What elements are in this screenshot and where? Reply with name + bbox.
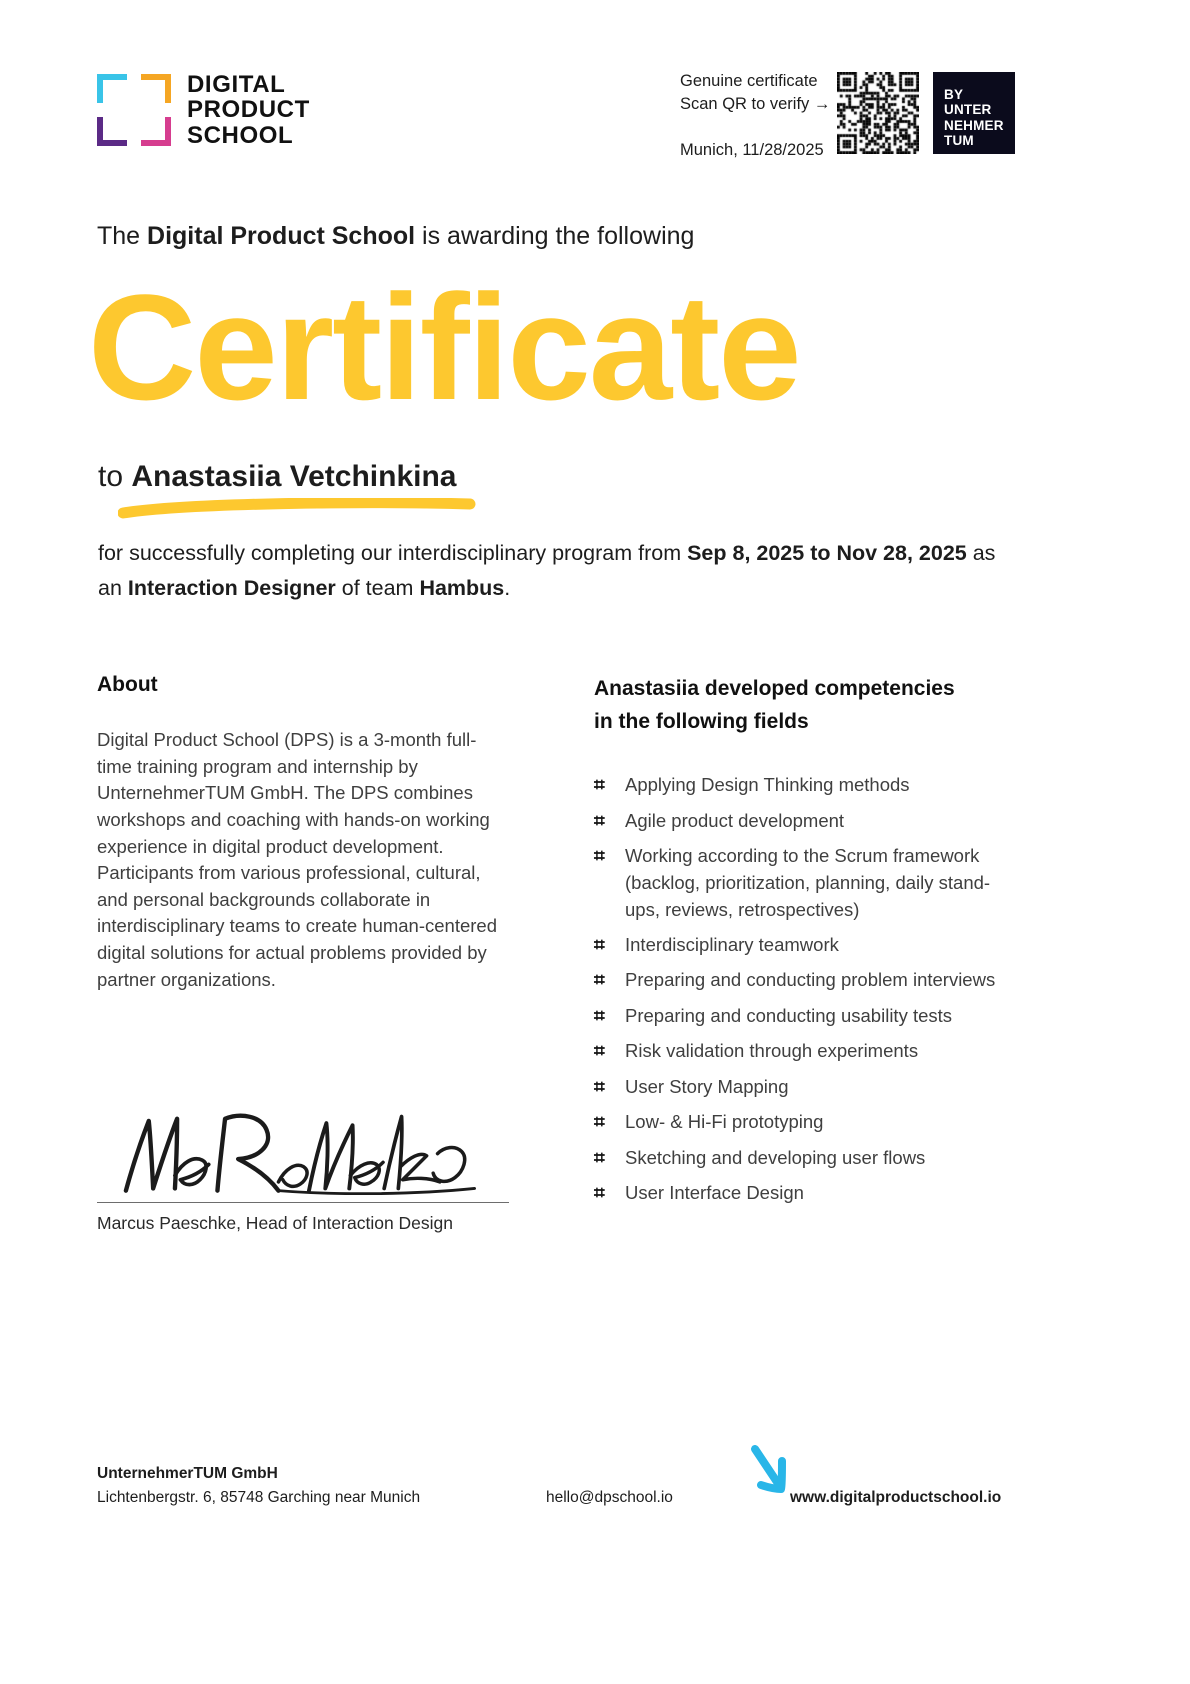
signature-rule [97,1202,509,1203]
competencies-heading-line-1: Anastasiia developed competencies [594,677,955,700]
page-title: Certificate [88,263,800,431]
hash-bullet-icon: ⌗ [594,775,605,797]
logo-corner-top-left [97,74,127,103]
footer-address: Lichtenbergstr. 6, 85748 Garching near Munich [97,1489,421,1506]
list-item [594,1038,1014,1066]
competencies-section [594,673,1014,1216]
list-item [594,843,1014,923]
list-item [594,967,1014,995]
badge-line-4: TUM [944,133,974,149]
hash-bullet-icon: ⌗ [594,810,605,832]
competencies-heading-line-2: in the following fields [594,709,809,733]
program-role: Interaction Designer [127,575,336,600]
scan-qr-label: Scan QR to verify → [680,95,831,114]
recipient-name: Anastasiia Vetchinkina [131,460,457,493]
competency-label: Agile product development [625,809,845,831]
badge-line-1: BY [944,87,964,102]
hash-bullet-icon: ⌗ [594,1076,605,1098]
list-item [594,932,1014,960]
intro-before: The [97,222,148,250]
hash-bullet-icon: ⌗ [594,1041,605,1063]
dps-logo [97,72,310,148]
footer-website[interactable]: www.digitalproductschool.io [790,1489,1002,1506]
program-dates: Sep 8, 2025 to Nov 28, 2025 [687,541,967,565]
competency-label: User Interface Design [625,1182,804,1204]
program-description [98,536,1008,606]
list-item [594,1003,1014,1031]
hash-bullet-icon: ⌗ [594,1005,605,1027]
logo-corner-bottom-left [97,117,127,146]
program-text-1: for successfully completing our interdisciplinary program from [98,541,688,565]
about-paragraph-1: Digital Product School (DPS) is a 3-month full-time training program and internship by UnternehmerTUM GmbH. The DPS combines workshops and coaching with hands-on working experience in digital product development. [97,729,490,857]
hash-bullet-icon: ⌗ [594,1112,605,1134]
intro-school-name: Digital Product School [147,222,416,250]
badge-line-2: UNTER [944,102,992,118]
competencies-heading [594,673,1014,738]
competency-label: Applying Design Thinking methods [625,774,910,796]
award-intro-line [97,222,694,251]
footer-email[interactable]: hello@dpschool.io [546,1489,673,1506]
hash-bullet-icon: ⌗ [594,1147,605,1169]
footer-organization: UnternehmerTUM GmbH [97,1465,278,1482]
place-date-label: Munich, 11/28/2025 [680,140,824,159]
recipient-line [98,460,457,494]
unternehmertum-badge [933,72,1015,154]
competency-label: User Story Mapping [625,1075,789,1097]
competency-label: Preparing and conducting problem interviews [625,969,996,991]
intro-after: is awarding the following [415,222,695,250]
competencies-list [594,772,1014,1208]
list-item [594,1145,1014,1173]
competency-label: Low- & Hi-Fi prototyping [625,1111,824,1133]
list-item [594,1074,1014,1102]
competency-label: Working according to the Scrum framework (backlog, prioritization, planning, daily stand-ups, reviews, retrospectives) [625,845,991,920]
program-text-4: . [504,575,511,600]
logo-corner-bottom-right [141,117,171,146]
qr-code-icon[interactable] [837,72,919,154]
recipient-underline-stroke [118,498,478,520]
signature-block [97,1110,509,1234]
list-item [594,808,1014,836]
hash-bullet-icon: ⌗ [594,1183,605,1205]
signature-caption: Marcus Paeschke, Head of Interaction Design [97,1213,454,1233]
hash-bullet-icon: ⌗ [594,970,605,992]
program-text-3: of team [335,575,420,600]
about-heading: About [97,673,158,696]
hash-bullet-icon: ⌗ [594,934,605,956]
logo-line-3: SCHOOL [187,121,294,149]
competency-label: Interdisciplinary teamwork [625,933,839,955]
competency-label: Sketching and developing user flows [625,1146,926,1168]
competency-label: Preparing and conducting usability tests [625,1004,953,1026]
dps-logo-wordmark [187,72,310,148]
program-team: Hambus [419,575,505,600]
program-text-2: as an [98,541,996,600]
dps-logo-mark-icon [97,74,171,146]
genuine-certificate-label: Genuine certificate [680,72,818,90]
competency-label: Risk validation through experiments [625,1040,919,1062]
certificate-footer [0,1455,1190,1535]
logo-line-1: DIGITAL [187,71,286,98]
certificate-header [0,0,1190,190]
hash-bullet-icon: ⌗ [594,846,605,868]
about-section [97,673,497,993]
signature-image [115,1110,486,1195]
to-prefix: to [98,460,132,493]
about-body [97,727,497,993]
logo-corner-top-right [141,74,171,103]
verification-note [680,70,840,160]
list-item [594,1180,1014,1208]
badge-line-3: NEHMER [944,117,1004,133]
list-item [594,1109,1014,1137]
logo-line-2: PRODUCT [187,96,310,124]
list-item [594,772,1014,800]
about-paragraph-2: Participants from various professional, cultural, and personal backgrounds collaborate in interdisciplinary teams to create human-centered digital solutions for actual problems provided by partner organizations. [97,862,497,990]
